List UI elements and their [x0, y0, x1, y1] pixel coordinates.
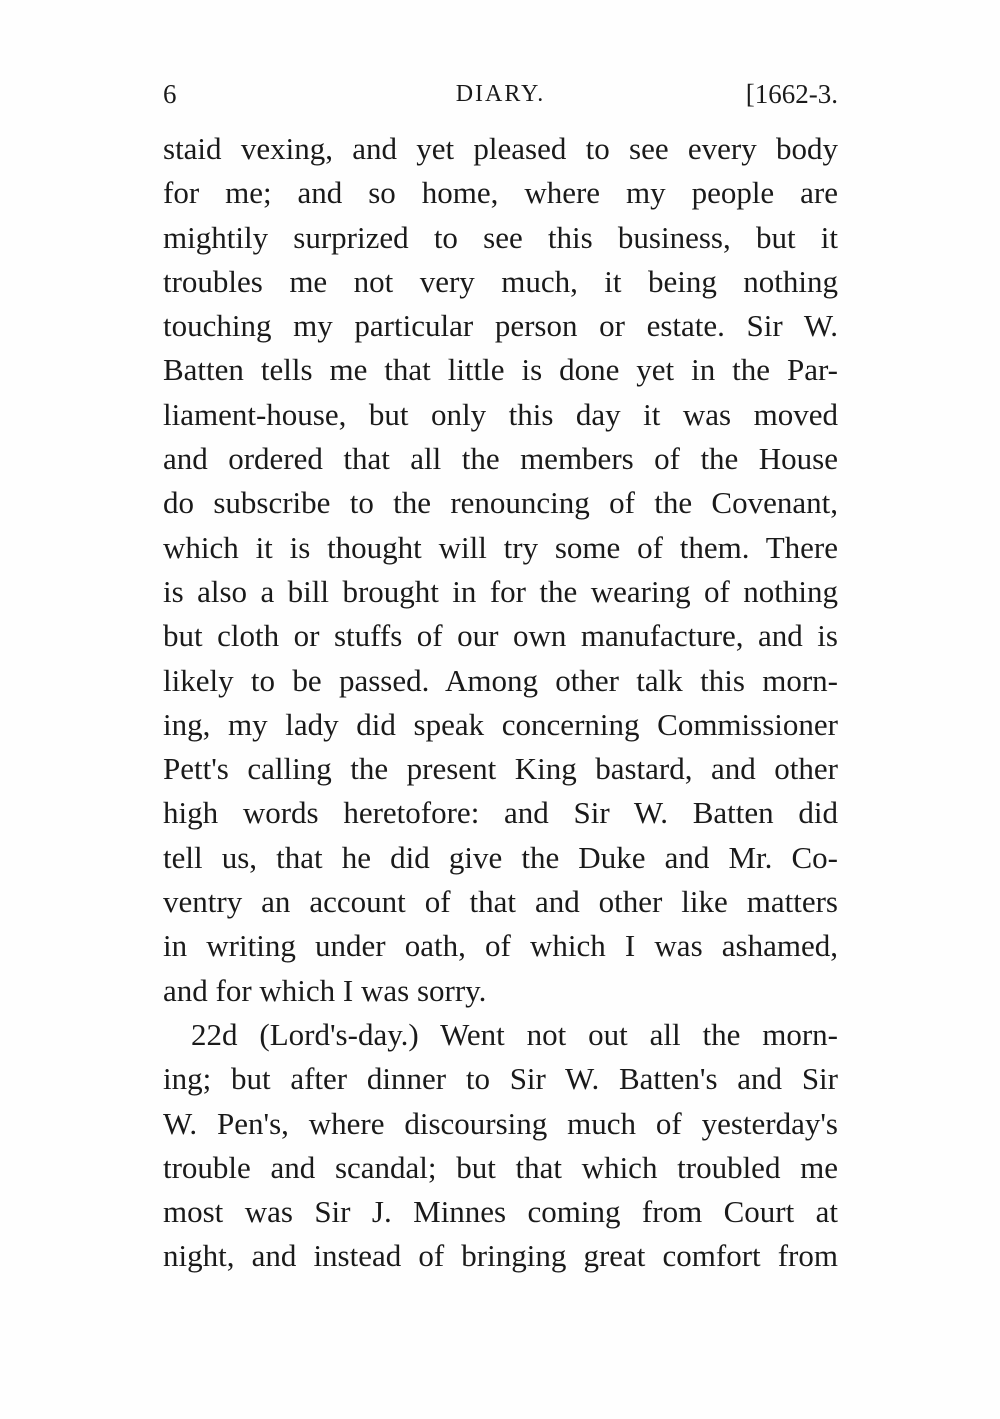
text-line: Batten tells me that little is done yet in the Par-: [163, 352, 838, 388]
text-line: do subscribe to the renouncing of the Covenant,: [163, 485, 838, 521]
text-line: mightily surprized to see this business, but it: [163, 219, 838, 255]
text-line: trouble and scandal; but that which troubled me: [163, 1149, 838, 1185]
text-line: troubles me not very much, it being nothing: [163, 263, 838, 299]
text-line: and ordered that all the members of the House: [163, 441, 838, 477]
text-line: in writing under oath, of which I was ashamed,: [163, 928, 838, 964]
body-text: [163, 127, 838, 1279]
text-line: for me; and so home, where my people are: [163, 175, 838, 211]
text-line: Pett's calling the present King bastard, and other: [163, 751, 838, 787]
text-line: night, and instead of bringing great comfort from: [163, 1238, 838, 1274]
paragraph-end-line: and for which I was sorry.: [163, 972, 487, 1008]
text-line: liament-house, but only this day it was moved: [163, 396, 838, 432]
running-title: DIARY.: [455, 81, 546, 107]
paragraph-start-line: 22d (Lord's-day.) Went not out all the morn-: [191, 1016, 838, 1052]
text-line: but cloth or stuffs of our own manufacture, and is: [163, 618, 838, 654]
text-line: W. Pen's, where discoursing much of yesterday's: [163, 1105, 838, 1141]
text-line: ventry an account of that and other like matters: [163, 884, 838, 920]
text-line: is also a bill brought in for the wearing of nothing: [163, 573, 838, 609]
running-head: [163, 72, 838, 116]
text-line: high words heretofore: and Sir W. Batten did: [163, 795, 838, 831]
date-range: [1662-3.: [745, 79, 838, 109]
text-line: tell us, that he did give the Duke and Mr. Co-: [163, 839, 838, 875]
text-line: ing, my lady did speak concerning Commissioner: [163, 706, 838, 742]
text-line: staid vexing, and yet pleased to see every body: [163, 131, 838, 166]
text-line: likely to be passed. Among other talk this morn-: [163, 662, 838, 698]
text-line: most was Sir J. Minnes coming from Court at: [163, 1194, 838, 1230]
text-line: ing; but after dinner to Sir W. Batten's and Sir: [163, 1061, 838, 1097]
text-line: touching my particular person or estate. Sir W.: [163, 308, 838, 344]
text-line: which it is thought will try some of them. There: [163, 529, 838, 565]
page-number: 6: [163, 79, 177, 109]
